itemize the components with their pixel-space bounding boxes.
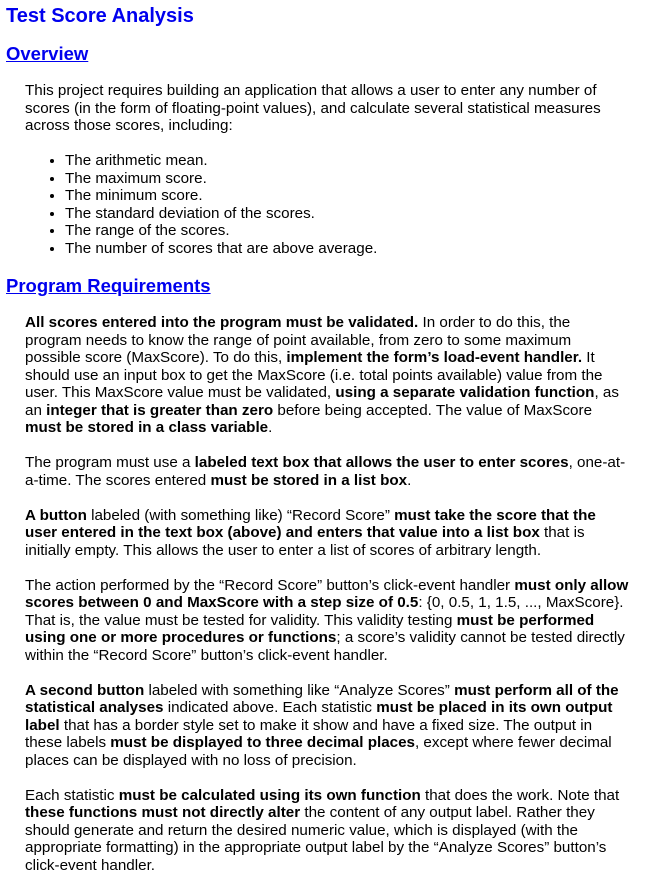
text: It should use an input box to get the MaxScore (i.e. total points available) value from the user. This MaxScore value must be validated,: [25, 349, 603, 401]
list-item: • The range of the scores.: [65, 222, 630, 240]
text: Each statistic: [25, 786, 119, 804]
bold-text: A second button: [25, 681, 145, 699]
text: In order to do this, the program needs to know the range of point available, from zero to some maximum possible score (MaxScore). To do this,: [25, 314, 572, 366]
requirement-paragraph-1: [25, 314, 630, 437]
overview-heading: [6, 43, 88, 65]
list-item: • The standard deviation of the scores.: [65, 205, 630, 223]
text: , one-at-a-time. The scores entered: [25, 454, 626, 489]
list-item: • The number of scores that are above average.: [65, 240, 630, 258]
text: that has a border style set to make it show and have a fixed size. The output in these labels: [25, 716, 593, 751]
bold-text: must be stored in a class variable: [25, 419, 269, 436]
bold-text: labeled text box that allows the user to enter scores: [194, 454, 569, 471]
bold-text: must be stored in a list box: [210, 471, 408, 489]
bold-text: must only allow scores between 0 and MaxScore with a step size of 0.5: [25, 576, 629, 611]
bold-text: implement the form’s load-event handler.: [286, 349, 583, 366]
requirement-paragraph-4: [25, 577, 630, 665]
requirements-heading: [6, 275, 211, 297]
text: .: [268, 419, 273, 436]
overview-section: [25, 82, 630, 257]
bold-text: must be placed in its own output label: [25, 699, 613, 734]
text: , except where fewer decimal places can be displayed with no loss of precision.: [25, 734, 612, 769]
text: that does the work. Note that: [420, 786, 620, 804]
statistics-list: [25, 152, 630, 257]
bold-text: these functions must not directly alter: [25, 804, 301, 821]
text: labeled with something like “Analyze Scores”: [144, 681, 455, 699]
list-item: • The arithmetic mean.: [65, 152, 630, 170]
bold-text: must perform all of the statistical analyses: [25, 681, 619, 716]
list-item: • The maximum score.: [65, 170, 630, 188]
bold-text: must be displayed to three decimal places: [110, 734, 415, 751]
text: the content of any output label. Rather they should generate and return the desired numeric value, which is displayed (with the appropriate formatting) in the appropriate output label by the “Analyze Scores” button’s click-event handler.: [25, 804, 607, 874]
list-item: • The minimum score.: [65, 187, 630, 205]
text: labeled (with something like) “Record Score”: [86, 506, 395, 524]
requirements-link[interactable]: Program Requirements: [6, 275, 211, 296]
text: .: [407, 471, 412, 489]
requirement-paragraph-5: [25, 682, 630, 770]
bold-text: integer that is greater than zero: [46, 401, 274, 419]
requirement-paragraph-3: [25, 507, 630, 560]
bold-text: must take the score that the user entered in the text box (above) and enters that value into a list box: [25, 506, 596, 541]
text: ; a score’s validity cannot be tested directly within the “Record Score” button’s click-event handler.: [25, 629, 625, 664]
bold-text: must be performed using one or more procedures or functions: [25, 611, 595, 646]
page-title: Test Score Analysis: [6, 5, 194, 27]
bold-text: using a separate validation function: [335, 384, 595, 401]
overview-intro: This project requires building an application that allows a user to enter any number of scores (in the form of floating-point values), and calculate several statistical measures across those scores, including:: [25, 82, 601, 134]
text: indicated above. Each statistic: [163, 699, 377, 716]
requirements-section: [25, 314, 630, 892]
text: before being accepted. The value of MaxScore: [273, 401, 593, 419]
text: The action performed by the “Record Score” button’s click-event handler: [25, 576, 515, 594]
requirement-paragraph-6: [25, 787, 630, 875]
text: that is initially empty. This allows the user to enter a list of scores of arbitrary length.: [25, 524, 585, 559]
bold-text: A button: [25, 506, 87, 524]
overview-link[interactable]: Overview: [6, 43, 89, 64]
text: The program must use a: [25, 454, 195, 471]
text: : {0, 0.5, 1, 1.5, ..., MaxScore}. That is, the value must be tested for validity. This validity testing: [25, 594, 624, 629]
requirement-paragraph-2: [25, 454, 630, 489]
text: , as an: [25, 384, 619, 419]
bold-text: must be calculated using its own function: [118, 786, 421, 804]
bold-text: All scores entered into the program must be validated.: [25, 314, 419, 331]
